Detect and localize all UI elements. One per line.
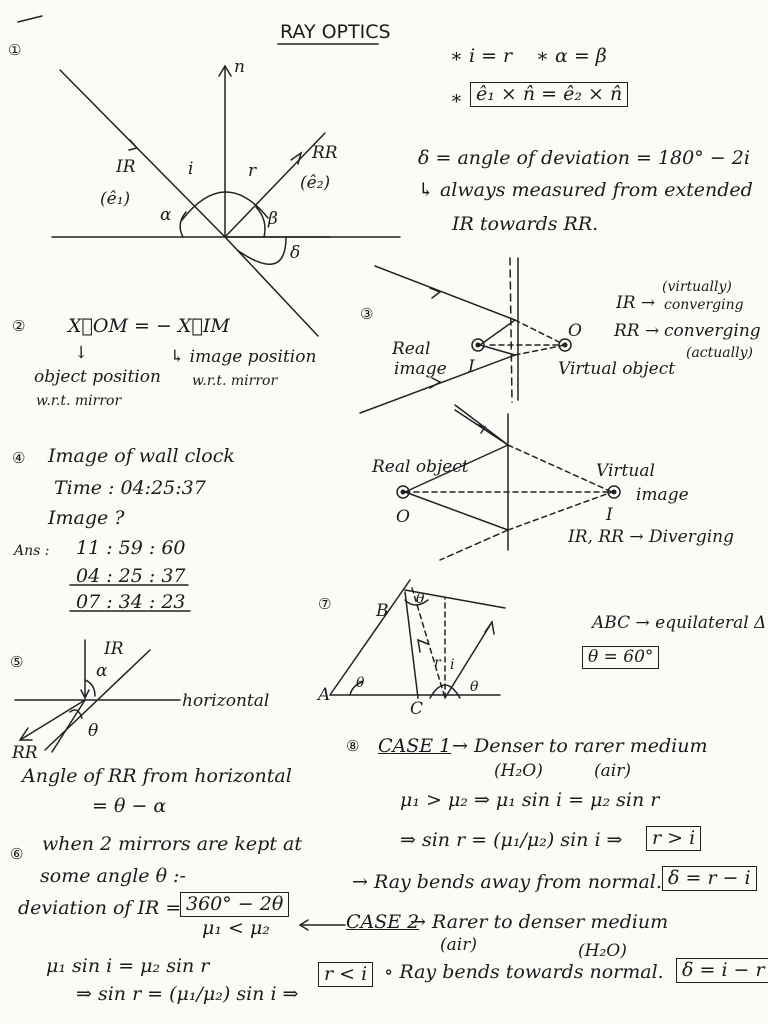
point-o-label: O [568, 321, 582, 341]
delta-i-minus-r-box: δ = i − r [676, 958, 768, 983]
theta-60-box: θ = 60° [582, 646, 659, 669]
image-position-label: ↳ image position [170, 347, 317, 367]
case-2-snell: μ₁ sin i = μ₂ sin r [46, 955, 210, 977]
theta-c: θ [470, 679, 479, 695]
theta-a: θ [356, 675, 365, 691]
case-1-label: CASE 1 [378, 735, 452, 757]
section-1-number: ① [8, 41, 22, 59]
virtual-object-diagram [360, 258, 571, 413]
s5-alpha-label: α [96, 661, 108, 681]
s5-ir-label: IR [104, 639, 124, 659]
case-2-air: (air) [440, 935, 477, 955]
page-title: RAY OPTICS [280, 21, 391, 43]
ir-arrow-label: IR → [616, 293, 656, 313]
case-2-sinr: ⇒ sin r = (μ₁/μ₂) sin i ⇒ [76, 983, 299, 1005]
ir-label: IR [116, 157, 136, 177]
section-3-number: ③ [360, 305, 374, 323]
s5-horizontal-label: horizontal [182, 691, 270, 711]
image-wrt-mirror: w.r.t. mirror [192, 373, 278, 389]
case-1-air: (air) [594, 761, 631, 781]
vertex-b: B [376, 601, 389, 621]
answer-row-1: 11 : 59 : 60 [76, 537, 186, 559]
rr-arrow-label: RR → [614, 321, 660, 341]
case-1-snell: μ₁ > μ₂ ⇒ μ₁ sin i = μ₂ sin r [400, 789, 660, 811]
delta-note-2: IR towards RR. [452, 213, 599, 235]
point-o2-label: O [396, 507, 410, 527]
s6-dev-label: deviation of IR = [18, 897, 182, 919]
wall-clock-time: Time : 04:25:37 [54, 477, 206, 499]
answer-row-3: 07 : 34 : 23 [76, 591, 186, 613]
vertex-a: A [318, 685, 331, 705]
r-less-i-box: r < i [318, 962, 373, 987]
eq-alpha-equals-beta: ∗ α = β [536, 45, 607, 67]
delta-definition: δ = angle of deviation = 180° − 2i [418, 147, 750, 169]
diverging-label: IR, RR → Diverging [568, 527, 734, 547]
delta-label: δ [290, 243, 301, 263]
object-arrow: ↓ [74, 343, 89, 363]
theta-b: θ [416, 591, 425, 607]
case-2-condition: μ₁ < μ₂ [202, 917, 270, 939]
case-1-sinr: ⇒ sin r = (μ₁/μ₂) sin i ⇒ [400, 829, 623, 851]
answer-row-2: 04 : 25 : 37 [76, 565, 186, 587]
section-4-number: ④ [12, 449, 26, 467]
beta-label: β [268, 209, 278, 229]
s5-text-2: = θ − α [92, 795, 167, 817]
angle-r-label: r [248, 161, 257, 181]
virtual-image-label-1: Virtual [596, 461, 655, 481]
s5-text-1: Angle of RR from horizontal [22, 765, 292, 787]
e1-label: (ê₁) [100, 189, 131, 209]
real-object-label: Real object [372, 457, 469, 477]
real-image-label-1: Real [392, 339, 431, 359]
angle-i-label: i [188, 159, 194, 179]
point-i-label: I [468, 357, 475, 377]
section-2-number: ② [12, 317, 26, 335]
eq-cross-product-box: ê₁ × n̂ = ê₂ × n̂ [470, 82, 628, 107]
eq-i-equals-r: ∗ i = r [450, 45, 513, 67]
delta-note-1: ↳ always measured from extended [418, 179, 753, 201]
eq-star: ∗ [450, 87, 463, 109]
delta-r-minus-i-box: δ = r − i [662, 866, 757, 891]
vertex-c: C [410, 699, 424, 719]
wall-clock-image-q: Image ? [48, 507, 125, 529]
s6-dev-box: 360° − 2θ [180, 892, 289, 917]
angle-r-7: r [434, 655, 441, 671]
r-greater-i-box: r > i [646, 826, 701, 851]
point-i2-label: I [606, 505, 613, 525]
e2-label: (ê₂) [300, 173, 331, 193]
case-2-label: CASE 2 [346, 911, 420, 933]
case-1-h2o: (H₂O) [494, 761, 543, 781]
s6-line-1: when 2 mirrors are kept at [42, 833, 302, 855]
virtual-image-label-2: image [636, 485, 689, 505]
converging-label-2: converging [664, 321, 761, 341]
abc-equilateral: ABC → equilateral Δ [592, 613, 767, 633]
s6-line-2: some angle θ :- [40, 865, 186, 887]
virtually-label: (virtually) [662, 279, 732, 295]
section-8-number: ⑧ [346, 737, 360, 755]
case-2-h2o: (H₂O) [578, 941, 627, 961]
alpha-label: α [160, 205, 172, 225]
s5-rr-label: RR [12, 743, 38, 763]
actually-label: (actually) [686, 345, 753, 361]
angle-i-7: i [450, 657, 455, 673]
real-image-label-2: image [394, 359, 447, 379]
case-2-text: → Rarer to denser medium [410, 911, 669, 933]
rr-label: RR [312, 143, 338, 163]
object-image-equation: X⃗OM = − X⃗IM [68, 315, 230, 337]
virtual-object-label: Virtual object [558, 359, 676, 379]
object-wrt-mirror: w.r.t. mirror [36, 393, 122, 409]
section-6-number: ⑥ [10, 845, 24, 863]
converging-label-1: converging [664, 297, 744, 313]
ray-bends-away: → Ray bends away from normal. [352, 871, 662, 893]
ray-bends-towards: ∘ Ray bends towards normal. [384, 961, 664, 983]
s5-theta-label: θ [88, 721, 99, 741]
wall-clock-question: Image of wall clock [48, 445, 235, 467]
section-5-number: ⑤ [10, 653, 24, 671]
object-position-label: object position [34, 367, 161, 387]
section-7-number: ⑦ [318, 595, 332, 613]
case-1-text: → Denser to rarer medium [452, 735, 708, 757]
normal-label: n [234, 57, 245, 77]
answer-label: Ans : [14, 543, 50, 559]
